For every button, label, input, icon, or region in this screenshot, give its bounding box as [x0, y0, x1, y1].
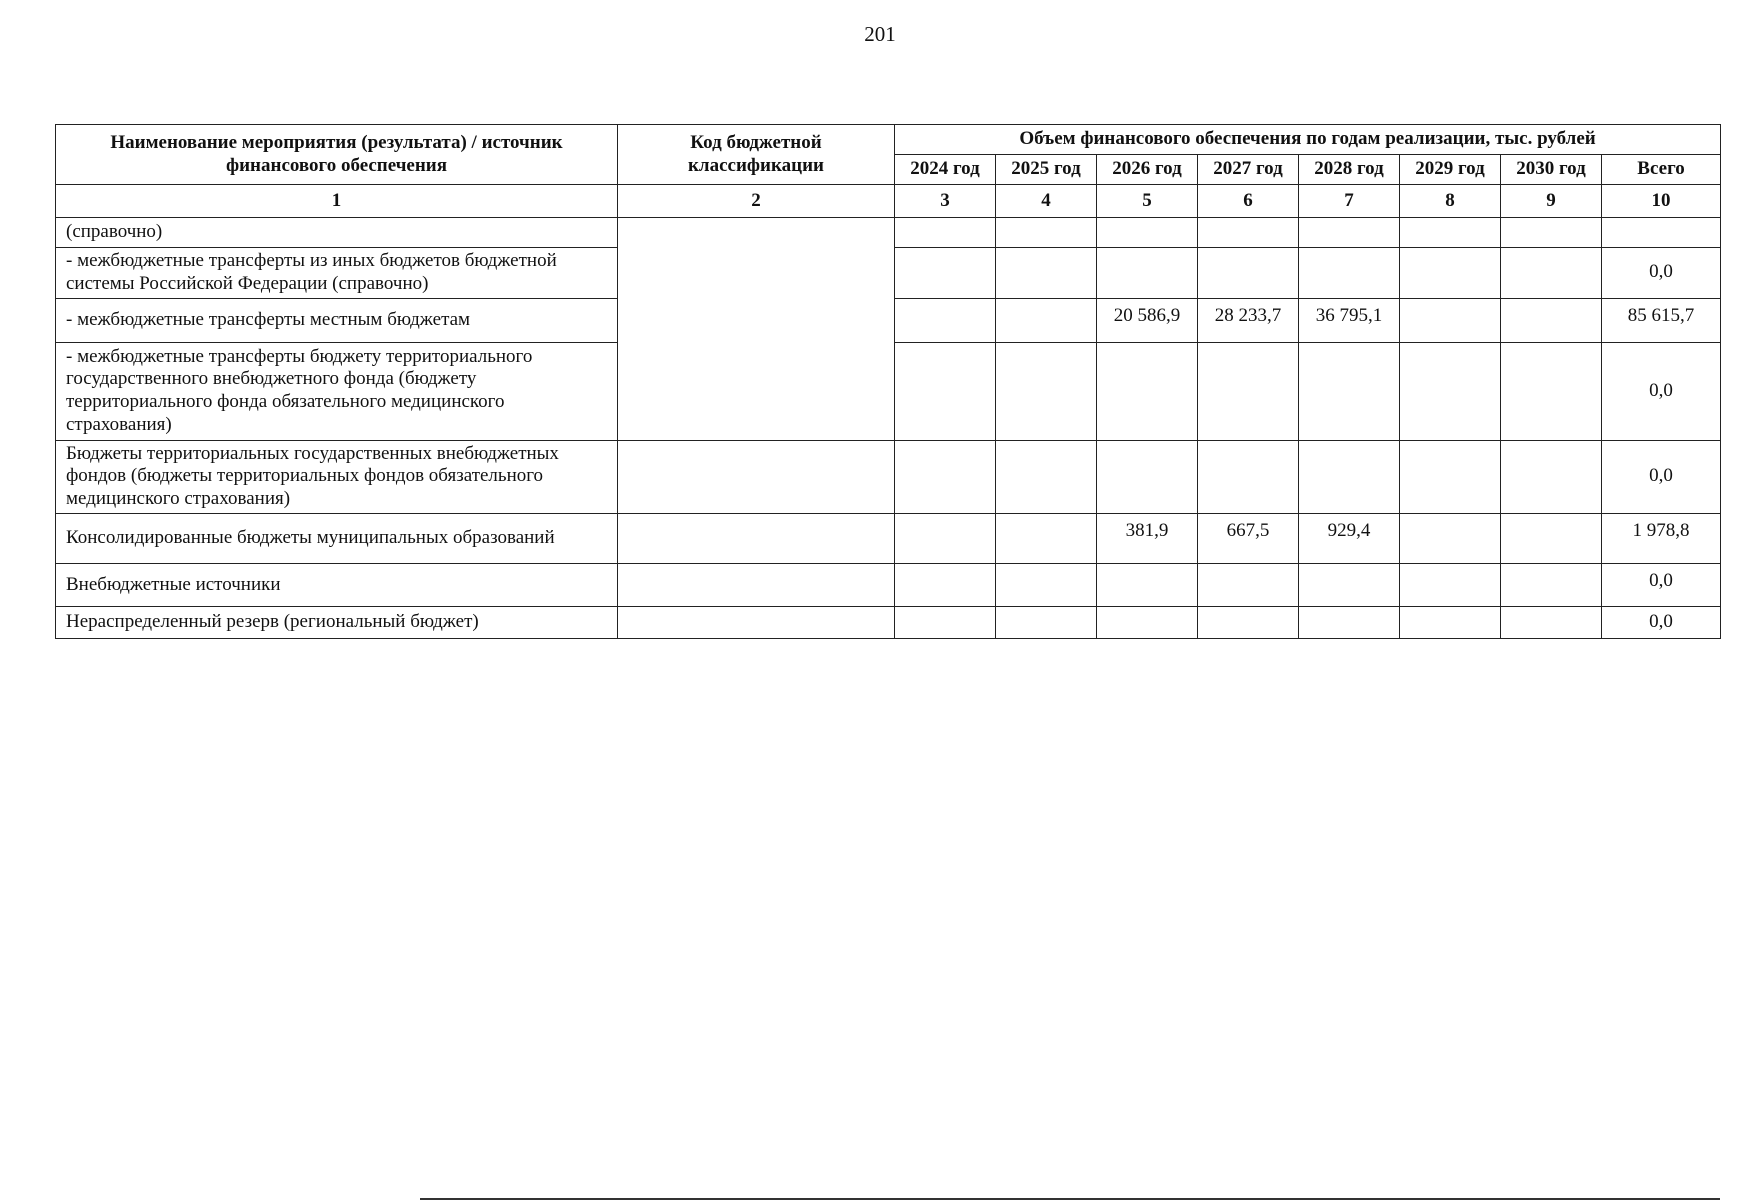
value-cell — [1400, 218, 1501, 248]
total-cell: 0,0 — [1602, 440, 1721, 513]
value-cell: 20 586,9 — [1097, 298, 1198, 342]
value-cell: 381,9 — [1097, 513, 1198, 563]
column-number: 6 — [1198, 185, 1299, 218]
row-name: Бюджеты территориальных государственных внебюджетных фондов (бюджеты территориальных фондов обязательного медицинского страхования) — [56, 440, 618, 513]
column-number: 5 — [1097, 185, 1198, 218]
header-year: 2029 год — [1400, 155, 1501, 185]
value-cell — [1097, 440, 1198, 513]
value-cell — [1501, 606, 1602, 638]
row-name: - межбюджетные трансферты бюджету территориального государственного внебюджетного фонда (бюджету территориального фонда обязательного медицинского страхования) — [56, 342, 618, 440]
total-cell: 0,0 — [1602, 606, 1721, 638]
page-number: 201 — [864, 22, 896, 46]
value-cell — [1198, 606, 1299, 638]
value-cell — [1501, 440, 1602, 513]
value-cell — [1400, 606, 1501, 638]
budget-code-cell — [618, 606, 895, 638]
table-row — [56, 606, 1721, 638]
column-number: 2 — [618, 185, 895, 218]
total-cell: 1 978,8 — [1602, 513, 1721, 563]
header-year: 2024 год — [895, 155, 996, 185]
value-cell — [1097, 248, 1198, 299]
value-cell — [996, 342, 1097, 440]
column-number: 3 — [895, 185, 996, 218]
row-name: (справочно) — [56, 218, 618, 248]
value-cell — [1400, 342, 1501, 440]
value-cell — [895, 440, 996, 513]
value-cell — [895, 342, 996, 440]
value-cell — [1400, 440, 1501, 513]
value-cell — [895, 563, 996, 606]
value-cell — [996, 606, 1097, 638]
financing-table — [55, 124, 1721, 639]
header-total: Всего — [1602, 155, 1721, 185]
column-number: 7 — [1299, 185, 1400, 218]
header-year: 2026 год — [1097, 155, 1198, 185]
column-number: 9 — [1501, 185, 1602, 218]
budget-code-cell — [618, 563, 895, 606]
column-number-row — [56, 185, 1721, 218]
header-year: 2025 год — [996, 155, 1097, 185]
value-cell — [1501, 563, 1602, 606]
value-cell — [996, 248, 1097, 299]
value-cell — [895, 606, 996, 638]
header-year: 2030 год — [1501, 155, 1602, 185]
budget-code-cell — [618, 513, 895, 563]
value-cell — [1299, 440, 1400, 513]
total-cell: 0,0 — [1602, 248, 1721, 299]
budget-code-cell — [618, 218, 895, 441]
value-cell — [1198, 342, 1299, 440]
value-cell — [895, 218, 996, 248]
value-cell — [996, 563, 1097, 606]
value-cell — [996, 298, 1097, 342]
row-name: Внебюджетные источники — [56, 563, 618, 606]
value-cell — [895, 513, 996, 563]
row-name: Консолидированные бюджеты муниципальных образований — [56, 513, 618, 563]
total-cell: 85 615,7 — [1602, 298, 1721, 342]
value-cell — [1501, 342, 1602, 440]
column-number: 1 — [56, 185, 618, 218]
header-code: Код бюджетной классификации — [618, 125, 895, 185]
column-number: 8 — [1400, 185, 1501, 218]
value-cell — [1400, 513, 1501, 563]
header-name: Наименование мероприятия (результата) / источник финансового обеспечения — [56, 125, 618, 185]
table-row — [56, 513, 1721, 563]
value-cell — [1501, 513, 1602, 563]
value-cell — [1299, 606, 1400, 638]
value-cell — [1097, 218, 1198, 248]
column-number: 4 — [996, 185, 1097, 218]
value-cell: 36 795,1 — [1299, 298, 1400, 342]
row-name: - межбюджетные трансферты из иных бюджетов бюджетной системы Российской Федерации (справочно) — [56, 248, 618, 299]
value-cell — [1198, 248, 1299, 299]
header-row-top — [56, 125, 1721, 155]
budget-code-cell — [618, 440, 895, 513]
value-cell — [1299, 563, 1400, 606]
value-cell — [1299, 342, 1400, 440]
value-cell — [1501, 298, 1602, 342]
table-row — [56, 563, 1721, 606]
value-cell — [996, 513, 1097, 563]
header-volume: Объем финансового обеспечения по годам реализации, тыс. рублей — [895, 125, 1721, 155]
row-name: Нераспределенный резерв (региональный бюджет) — [56, 606, 618, 638]
value-cell — [1198, 218, 1299, 248]
value-cell — [1299, 248, 1400, 299]
total-cell: 0,0 — [1602, 563, 1721, 606]
total-cell — [1602, 218, 1721, 248]
value-cell — [1198, 440, 1299, 513]
value-cell — [1400, 563, 1501, 606]
header-year: 2028 год — [1299, 155, 1400, 185]
value-cell: 667,5 — [1198, 513, 1299, 563]
value-cell — [1400, 248, 1501, 299]
value-cell — [1097, 606, 1198, 638]
value-cell — [1501, 218, 1602, 248]
value-cell — [1097, 563, 1198, 606]
value-cell — [996, 440, 1097, 513]
value-cell — [1299, 218, 1400, 248]
header-year: 2027 год — [1198, 155, 1299, 185]
value-cell — [1501, 248, 1602, 299]
table-row — [56, 218, 1721, 248]
column-number: 10 — [1602, 185, 1721, 218]
value-cell — [895, 248, 996, 299]
value-cell: 929,4 — [1299, 513, 1400, 563]
value-cell — [1198, 563, 1299, 606]
table-row — [56, 440, 1721, 513]
value-cell — [1097, 342, 1198, 440]
value-cell — [1400, 298, 1501, 342]
value-cell: 28 233,7 — [1198, 298, 1299, 342]
row-name: - межбюджетные трансферты местным бюджетам — [56, 298, 618, 342]
total-cell: 0,0 — [1602, 342, 1721, 440]
value-cell — [996, 218, 1097, 248]
value-cell — [895, 298, 996, 342]
